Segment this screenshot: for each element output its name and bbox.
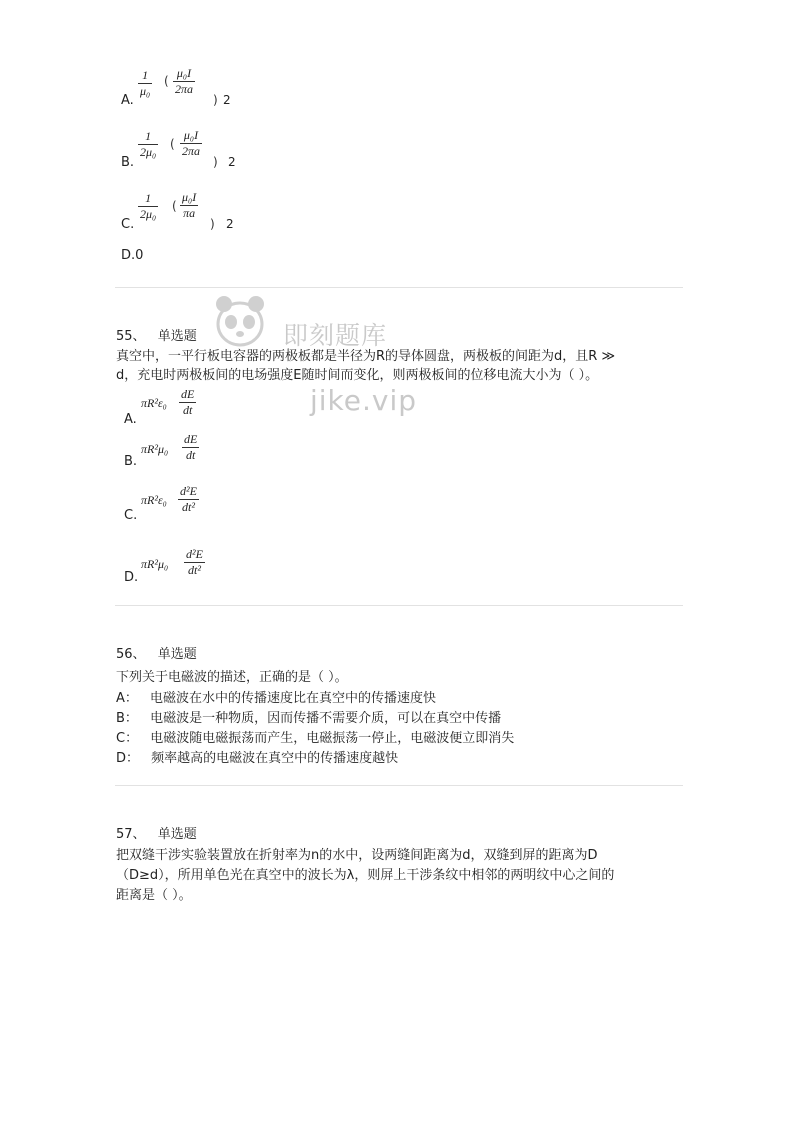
q55-header	[116, 325, 197, 344]
q55-a-fraction: dE dt	[181, 387, 195, 417]
q56-option-c[interactable]: C： 电磁波随电磁振荡而产生，电磁振荡一停止，电磁波便立即消失	[116, 731, 515, 746]
watermark-brand: 即刻题库	[283, 321, 388, 350]
q56-option-b[interactable]: B： 电磁波是一种物质，因而传播不需要介质，可以在真空中传播	[116, 711, 502, 726]
q54-c-open-paren: (	[172, 199, 177, 213]
q57-type: 单选题	[157, 827, 197, 842]
q56-type: 单选题	[157, 647, 197, 662]
q54-b-open-paren: (	[170, 137, 175, 151]
q56-header	[116, 643, 197, 662]
divider	[115, 287, 683, 288]
q56-option-d[interactable]: D： 频率越高的电磁波在真空中的传播速度越快	[116, 751, 399, 766]
q54-a-letter: A.	[121, 93, 134, 108]
q54-a-coef-fraction: 1 μ₀	[140, 68, 151, 98]
q54-c-letter: C.	[121, 217, 135, 232]
q55-b-coef: πR²μ₀	[141, 442, 169, 456]
q55-number: 55、	[116, 329, 146, 344]
q55-b-fraction: dE dt	[184, 432, 198, 462]
q54-a-power: 2	[223, 93, 231, 107]
q56-question-text: 下列关于电磁波的描述，正确的是（ ）。	[116, 670, 348, 685]
q54-c-inner-fraction: μ₀I πa	[182, 190, 197, 220]
q55-a-coef: πR²ε₀	[141, 396, 167, 410]
watermark-url: jike.vip	[310, 384, 418, 417]
q56-option-a[interactable]: A： 电磁波在水中的传播速度比在真空中的传播速度快	[116, 691, 437, 706]
q56-number: 56、	[116, 647, 146, 662]
q54-b-power: 2	[228, 155, 236, 169]
divider	[115, 785, 683, 786]
q55-c-coef: πR²ε₀	[141, 493, 167, 507]
q54-b-inner-fraction: μ₀I 2πa	[182, 128, 201, 158]
q54-b-coef-fraction: 1 2μ₀	[140, 129, 157, 159]
q55-question-text: 真空中，一平行板电容器的两极板都是半径为R的导体圆盘，两极板的间距为d，且R ≫ d，充电时两极板间的电场强度E随时间而变化，则两极板间的位移电流大小为（ ）。	[116, 349, 616, 383]
q55-d-fraction: d²E dt²	[186, 547, 203, 577]
q54-option-d[interactable]: D.0	[121, 248, 144, 263]
q54-b-close-paren: )	[213, 155, 218, 169]
q54-a-open-paren: (	[164, 74, 169, 88]
q54-a-inner-fraction: μ₀I 2πa	[175, 66, 194, 96]
q54-c-close-paren: )	[210, 217, 215, 231]
q54-c-coef-fraction: 1 2μ₀	[140, 191, 157, 221]
q54-a-close-paren: )	[213, 93, 218, 107]
q57-number: 57、	[116, 827, 146, 842]
q54-c-power: 2	[226, 217, 234, 231]
q57-question-text: 把双缝干涉实验装置放在折射率为n的水中，设两缝间距离为d，双缝到屏的距离为D （D≥d），所用单色光在真空中的波长为λ，则屏上干涉条纹中相邻的两明纹中心之间的 距离是（ ）。	[116, 848, 615, 903]
q55-c-fraction: d²E dt²	[180, 484, 197, 514]
q55-d-coef: πR²μ₀	[141, 557, 169, 571]
divider	[115, 605, 683, 606]
panda-logo-icon	[212, 292, 268, 354]
q55-type: 单选题	[157, 329, 197, 344]
q54-b-letter: B.	[121, 155, 135, 170]
q57-header	[116, 823, 197, 842]
